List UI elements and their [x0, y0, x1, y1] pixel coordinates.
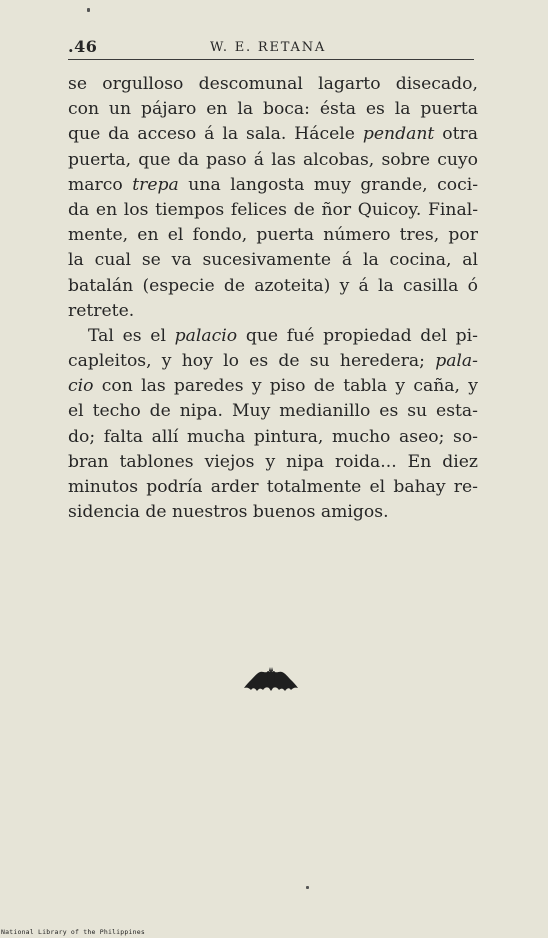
- text-line: batalán (especie de azoteita) y á la casilla ó: [68, 275, 478, 296]
- italic-word: palacio: [174, 325, 238, 346]
- ink-speck: [87, 8, 90, 12]
- italic-word: pala-: [435, 351, 478, 372]
- library-credit: National Library of the Philippines: [1, 928, 145, 936]
- text-line: minutos podría arder totalmente el bahay re-: [68, 477, 478, 497]
- italic-word: cio: [68, 376, 94, 397]
- text-line: el techo de nipa. Muy medianillo es su esta-: [68, 401, 478, 422]
- text-line: con un pájaro en la boca: ésta es la puerta: [68, 99, 478, 120]
- text-line: da en los tiempos felices de ñor Quicoy. Final-: [68, 199, 478, 220]
- text-line: bran tablones viejos y nipa roida... En diez: [68, 451, 478, 472]
- text-line: la cual se va sucesivamente á la cocina, al: [68, 250, 478, 271]
- running-head: W. E. RETANA: [210, 40, 327, 55]
- page-number: .46: [68, 37, 98, 56]
- text-line: mente, en el fondo, puerta número tres, por: [68, 225, 478, 246]
- body-text: [68, 72, 478, 525]
- text-line: cio con las paredes y piso de tabla y caña, y: [68, 376, 478, 397]
- text-line: capleitos, y hoy lo es de su heredera; pala-: [68, 351, 478, 372]
- text-line: sidencia de nuestros buenos amigos.: [68, 502, 389, 523]
- text-line: Tal es el palacio que fué propiedad del pi-: [88, 325, 478, 346]
- paragraph: [68, 72, 478, 324]
- text-line: se orgulloso descomunal lagarto disecado,: [68, 74, 478, 94]
- italic-word: pendant: [362, 124, 435, 145]
- text-line: marco trepa una langosta muy grande, coci-: [68, 174, 478, 195]
- page-header: [68, 37, 474, 60]
- ink-speck: [306, 886, 309, 889]
- text-line: retrete.: [68, 300, 135, 321]
- text-line: do; falta allí mucha pintura, mucho aseo; so-: [68, 426, 478, 447]
- italic-word: trepa: [132, 174, 179, 195]
- bat-ornament-icon: [243, 666, 299, 696]
- paragraph: [68, 324, 478, 526]
- text-line: que da acceso á la sala. Hácele pendant otra: [68, 124, 478, 145]
- text-line: puerta, que da paso á las alcobas, sobre cuyo: [68, 149, 478, 170]
